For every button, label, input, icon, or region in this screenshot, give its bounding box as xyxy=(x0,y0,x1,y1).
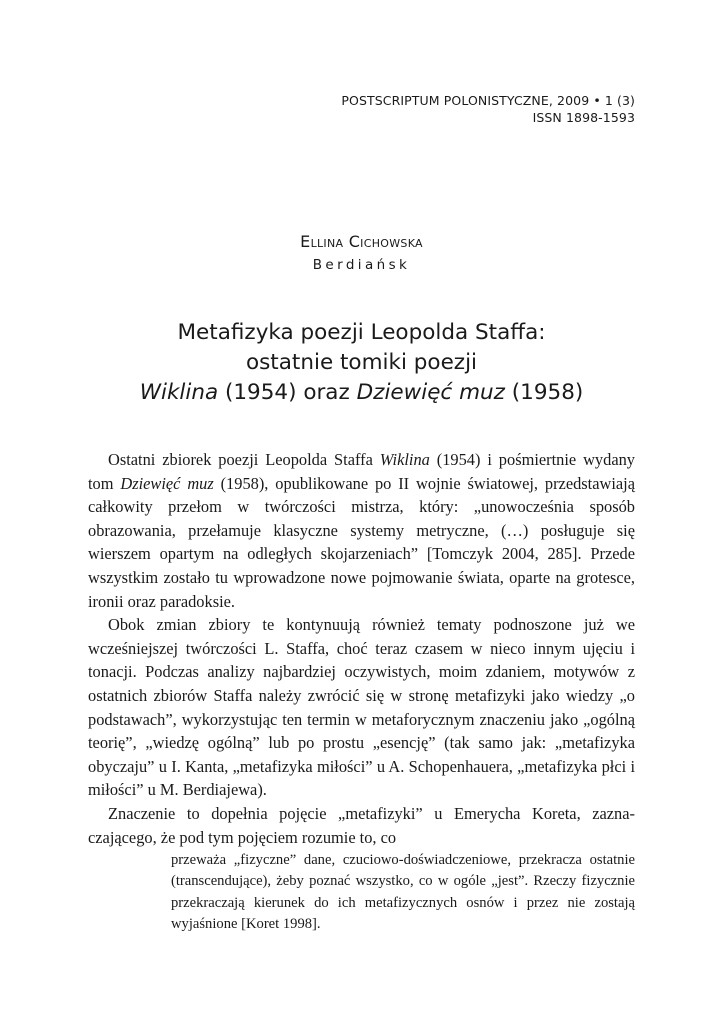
title-line-1: Metafizyka poezji Leopolda Staffa: xyxy=(177,320,546,345)
title-line-2: ostatnie tomiki poezji xyxy=(245,350,478,375)
p1-text-a: Ostatni zbiorek poezji Leopolda Staffa xyxy=(108,450,380,469)
article-title xyxy=(0,318,723,408)
title-line-3 xyxy=(0,378,723,408)
block-quote xyxy=(171,850,635,936)
p1-work-title-2: Dziewięć muz xyxy=(120,473,214,493)
journal-header xyxy=(341,92,635,126)
journal-citation: POSTSCRIPTUM POLONISTYCZNE, 2009 • 1 (3) xyxy=(341,93,635,108)
paragraph-2: Obok zmian zbiory te kontynuują również tematy podnoszone już we wcześniejszej twórczości L. Staffa, choć teraz czasem w nieco innym ujęciu i tonacji. Podczas analizy najbardziej oczywistych, moim zdaniem, motywów z ostatnich zbiorów Staffa należy zwrócić się w stronę metafizyki jako wiedzy „o podstawach”, wykorzystując ten termin w metaforycznym znaczeniu jako „ogólną teorię”, „wiedzę ogólną” lub po prostu „esencję” (tak samo jak: „metafizyka obyczaju” u I. Kanta, „metafizyka miłości” u A. Schopenhauera, „metafizyka płci i miłości” u M. Berdiajewa). xyxy=(88,615,635,800)
paragraph-3: Znaczenie to dopełnia pojęcie „metafizyki” u Emerycha Koreta, zaznaczającego, że pod tym pojęciem rozumie to, co xyxy=(88,803,635,847)
p1-text-e: (1958), opublikowane po II wojnie światowej, przedstawiają całkowity przełom w twórczości mistrza, który: „unowocześnia sposób obrazowania, przełamuje klasyczne systemy metryczne, (…) posługuje się wierszem opartym na odległych skojarzeniach” [Tomczyk 2004, 285]. Przede wszystkim zostało tu wprowadzone nowe pojmowanie świata, oparte na grotesce, ironii oraz paradoksie. xyxy=(88,473,635,611)
title-year-1: (1954) oraz xyxy=(218,380,357,405)
author-affiliation: Berdiańsk xyxy=(312,257,411,273)
author-name: Ellina Cichowska xyxy=(300,232,423,251)
p1-work-title: Wiklina xyxy=(379,450,430,469)
issn: ISSN 1898-1593 xyxy=(532,110,635,125)
title-year-2: (1958) xyxy=(504,380,584,405)
p1-text-c: (1954) i pośmiertnie wydany tom xyxy=(88,450,635,493)
article-body xyxy=(88,448,635,849)
title-work-wiklina: Wiklina xyxy=(139,380,219,405)
title-work-dziewiec-muz: Dziewięć muz xyxy=(356,380,505,405)
paragraph-1 xyxy=(88,448,635,613)
quote-text: przeważa „fizyczne” dane, czuciowo-doświadczeniowe, przekracza ostatnie (transcendujące), żeby poznać wszystko, co w ogóle „jest”. Rzeczy fizycznie przekraczają kierunek do ich metafizycznych osnów i przez nie zostają wyjaśnione [Koret 1998]. xyxy=(171,852,635,933)
